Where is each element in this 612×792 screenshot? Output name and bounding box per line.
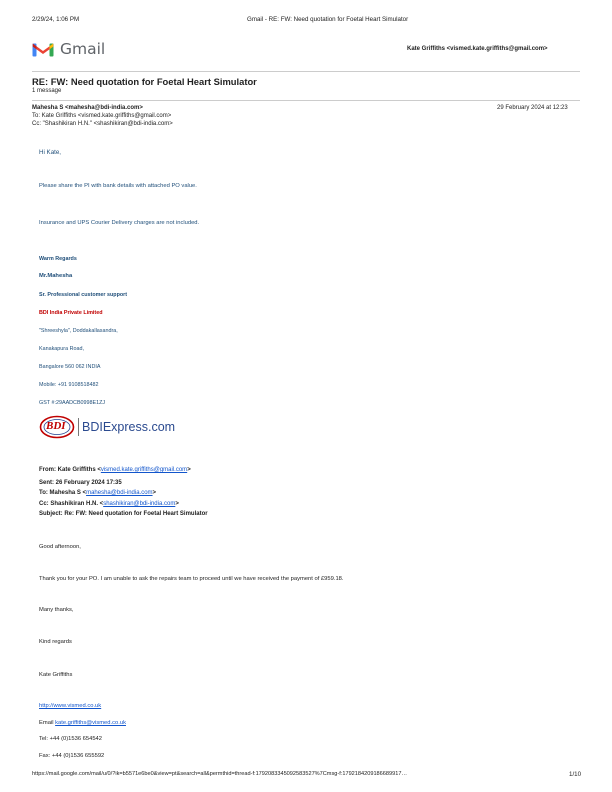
reply-line-2: Insurance and UPS Courier Delivery charges are not included. — [39, 220, 200, 226]
quoted-email-link[interactable]: kate.griffiths@vismed.co.uk — [55, 720, 126, 726]
quoted-from-end: > — [187, 467, 191, 473]
divider-message — [32, 100, 580, 101]
gmail-logo-text: Gmail — [60, 40, 106, 58]
signature-address-2: Kanakapura Road, — [39, 346, 84, 352]
quoted-tel: Tel: +44 (0)1536 654542 — [39, 736, 103, 742]
signature-mobile: Mobile: +91 9108518482 — [39, 382, 99, 388]
signature-name: Mr.Mahesha — [39, 273, 73, 279]
divider-top — [32, 71, 580, 72]
quoted-fax: Fax: +44 (0)1536 655592 — [39, 753, 105, 759]
quoted-kind-regards: Kind regards — [39, 639, 72, 645]
message-to: To: Kate Griffiths <vismed.kate.griffiths@gmail.com> — [32, 113, 172, 119]
quoted-cc-end: > — [175, 501, 179, 507]
quoted-from-email-link[interactable]: vismed.kate.griffiths@gmail.com — [100, 467, 188, 473]
bdi-logo-site: BDIExpress.com — [82, 420, 176, 434]
quoted-from-label: From: Kate Griffiths < — [39, 467, 101, 473]
reply-line-1: Please share the PI with bank details with attached PO value. — [39, 183, 197, 189]
signature-regards: Warm Regards — [39, 256, 77, 262]
quoted-subject-text: Subject: Re: FW: Need quotation for Foetal Heart Simulator — [39, 511, 208, 517]
print-datetime: 2/29/24, 1:06 PM — [32, 16, 80, 23]
quoted-subject — [39, 511, 208, 517]
reply-greeting: Hi Kate, — [39, 149, 62, 156]
signature-role: Sr. Professional customer support — [39, 292, 128, 298]
signature-address-3: Bangalore 560 062 INDIA — [39, 364, 101, 370]
print-page-number: 1/10 — [569, 771, 582, 778]
message-cc: Cc: "Shashikiran H.N." <shashikiran@bdi-india.com> — [32, 121, 173, 127]
quoted-email-label: Email — [39, 720, 56, 726]
message-count: 1 message — [32, 88, 62, 94]
quoted-sent: Sent: 26 February 2024 17:35 — [39, 480, 122, 486]
quoted-body: Thank you for your PO. I am unable to ask the repairs team to proceed until we have received the payment of £959.18. — [39, 576, 344, 582]
quoted-to — [39, 490, 156, 496]
quoted-name: Kate Griffiths — [39, 672, 73, 678]
quoted-cc-label: Cc: Shashikiran H.N. < — [39, 501, 104, 507]
account-email: Kate Griffiths <vismed.kate.griffiths@gmail.com> — [407, 46, 548, 52]
quoted-to-end: > — [152, 490, 157, 496]
gmail-logo-icon[interactable] — [32, 40, 54, 57]
quoted-cc-email-link[interactable]: shashikiran@bdi-india.com — [103, 501, 176, 507]
quoted-from — [39, 467, 191, 473]
bdi-logo-divider — [78, 418, 79, 436]
quoted-cc — [39, 501, 179, 507]
quoted-thanks: Many thanks, — [39, 607, 74, 613]
signature-company: BDI India Private Limited — [39, 310, 103, 316]
signature-address-1: "Shreeshyla", Doddakallasandra, — [39, 328, 118, 334]
signature-gst: GST #:29AADCB0998E1ZJ — [39, 400, 106, 406]
message-from: Mahesha S <mahesha@bdi-india.com> — [32, 105, 143, 111]
quoted-greeting: Good afternoon, — [39, 544, 81, 550]
print-title: Gmail - RE: FW: Need quotation for Foetal Heart Simulator — [247, 16, 409, 23]
quoted-to-label: To: Mahesha S < — [39, 490, 87, 496]
print-url: https://mail.google.com/mail/u/0/?ik=b5571e6be0&view=pt&search=all&permthid=thread-f:1792083345092583527%7Cmsg-f:1792184209186689917… — [32, 771, 408, 777]
quoted-website-link[interactable]: http://www.vismed.co.uk — [39, 703, 102, 709]
message-date: 29 February 2024 at 12:23 — [497, 105, 568, 111]
quoted-to-email-link[interactable]: mahesha@bdi-india.com — [86, 490, 153, 496]
thread-subject: RE: FW: Need quotation for Foetal Heart Simulator — [32, 76, 257, 87]
bdi-logo-mark: BDI — [46, 420, 66, 432]
bdi-logo-icon — [39, 415, 75, 439]
quoted-email — [39, 720, 126, 726]
